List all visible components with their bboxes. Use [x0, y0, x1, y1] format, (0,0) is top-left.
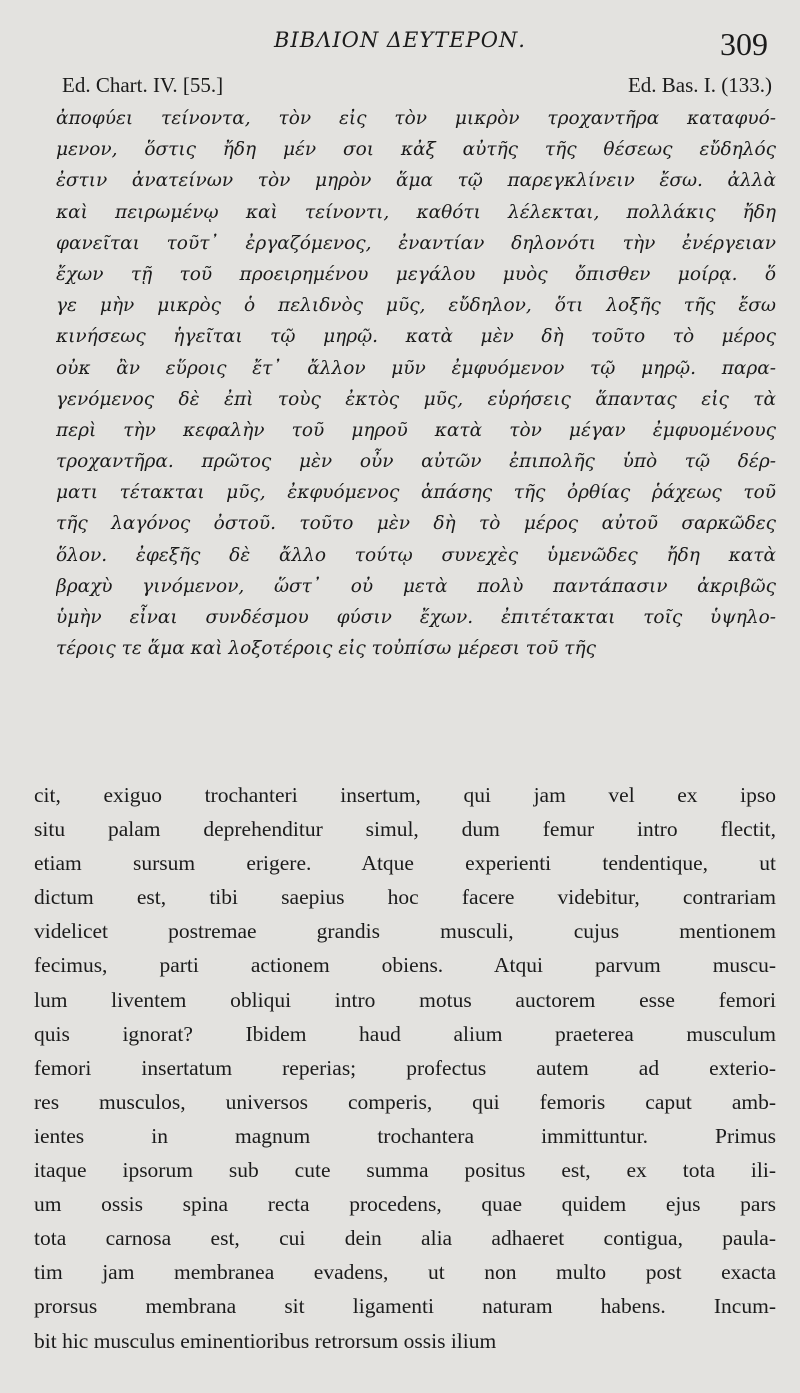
latin-text-line: um ossis spina recta procedens, quae quidem ejus pars — [34, 1192, 776, 1217]
greek-text-line: βραχὺ γινόμενον, ὥστ᾽ οὐ μετὰ πολὺ παντάπασιν ἀκριβῶς — [56, 575, 776, 597]
greek-text-block — [56, 103, 776, 664]
edition-reference-right: Ed. Bas. I. (133.) — [627, 73, 772, 97]
latin-text-line: itaque ipsorum sub cute summa positus est, ex tota ili- — [34, 1158, 776, 1183]
latin-text-line: etiam sursum erigere. Atque experienti tendentique, ut — [34, 851, 776, 876]
latin-text-line: tota carnosa est, cui dein alia adhaeret contigua, paula- — [34, 1226, 776, 1251]
latin-text-line: prorsus membrana sit ligamenti naturam habens. Incum- — [34, 1294, 776, 1319]
running-title: ΒΙΒΛΙΟΝ ΔΕΥΤΕΡΟΝ. — [274, 28, 526, 52]
latin-text-line: femori insertatum reperias; profectus autem ad exterio- — [34, 1055, 776, 1080]
latin-text-line: cit, exiguo trochanteri insertum, qui jam vel ex ipso — [34, 783, 776, 807]
greek-text-line: τροχαντῆρα. πρῶτος μὲν οὖν αὐτῶν ἐπιπολῆς ὑπὸ τῷ δέρ- — [56, 451, 776, 473]
edition-reference-left: Ed. Chart. IV. [55.] — [62, 73, 224, 97]
greek-text-line: ματι τέτακται μῦς, ἐκφυόμενος ἁπάσης τῆς ὀρθίας ῥάχεως τοῦ — [56, 482, 776, 504]
latin-text-line: videlicet postremae grandis musculi, cujus mentionem — [34, 919, 776, 944]
greek-text-line: καὶ πειρωμένῳ καὶ τείνοντι, καθότι λέλεκται, πολλάκις ἤδη — [56, 201, 776, 223]
page-number: 309 — [720, 26, 768, 62]
latin-text-line: situ palam deprehenditur simul, dum femur intro flectit, — [34, 817, 776, 842]
latin-text-block — [34, 778, 776, 1358]
latin-text-line: dictum est, tibi saepius hoc facere videbitur, contrariam — [34, 885, 776, 910]
latin-text-line: lum liventem obliqui intro motus auctorem esse femori — [34, 987, 776, 1012]
latin-text-line: res musculos, universos comperis, qui femoris caput amb- — [34, 1089, 776, 1114]
greek-text-line: ἔχων τῇ τοῦ προειρημένου μεγάλου μυὸς ὄπισθεν μοίρᾳ. ὅ — [56, 263, 776, 285]
greek-text-line: οὐκ ἂν εὕροις ἔτ᾽ ἄλλον μῦν ἐμφυόμενον τῷ μηρῷ. παρα- — [56, 357, 776, 379]
greek-text-line: ὅλον. ἐφεξῆς δὲ ἄλλο τούτῳ συνεχὲς ὑμενῶδες ἤδη κατὰ — [56, 544, 776, 566]
latin-text-line: bit hic musculus eminentioribus retrorsum ossis ilium — [34, 1328, 497, 1353]
greek-text-line: γενόμενος δὲ ἐπὶ τοὺς ἐκτὸς μῦς, εὑρήσεις ἅπαντας εἰς τὰ — [56, 388, 776, 410]
greek-text-line: κινήσεως ἡγεῖται τῷ μηρῷ. κατὰ μὲν δὴ τοῦτο τὸ μέρος — [56, 326, 776, 348]
greek-text-line: μενον, ὅστις ἤδη μέν σοι κἀξ αὐτῆς τῆς θέσεως εὔδηλός — [56, 139, 776, 161]
greek-text-line: περὶ τὴν κεφαλὴν τοῦ μηροῦ κατὰ τὸν μέγαν ἐμφυομένους — [56, 419, 776, 441]
latin-text-line: tim jam membranea evadens, ut non multo post exacta — [34, 1260, 776, 1285]
greek-text-line: ὑμὴν εἶναι συνδέσμου φύσιν ἔχων. ἐπιτέτακται τοῖς ὑψηλο- — [56, 607, 776, 628]
latin-text-line: ientes in magnum trochantera immittuntur. Primus — [34, 1123, 776, 1148]
latin-text-line: quis ignorat? Ibidem haud alium praeterea musculum — [34, 1021, 776, 1046]
latin-text-line: fecimus, parti actionem obiens. Atqui parvum muscu- — [34, 953, 776, 978]
greek-text-line: φανεῖται τοῦτ᾽ ἐργαζόμενος, ἐναντίαν δηλονότι τὴν ἐνέργειαν — [56, 232, 776, 254]
greek-text-line: γε μὴν μικρὸς ὁ πελιδνὸς μῦς, εὔδηλον, ὅτι λοξῆς τῆς ἔσω — [56, 295, 776, 317]
greek-text-line: ἀποφύει τείνοντα, τὸν εἰς τὸν μικρὸν τροχαντῆρα καταφυό- — [56, 108, 776, 129]
greek-text-line: τέροις τε ἅμα καὶ λοξοτέροις εἰς τοὐπίσω μέρεσι τοῦ τῆς — [56, 638, 596, 660]
greek-text-line: ἐστιν ἀνατείνων τὸν μηρὸν ἅμα τῷ παρεγκλίνειν ἔσω. ἀλλὰ — [56, 170, 776, 192]
greek-text-line: τῆς λαγόνος ὀστοῦ. τοῦτο μὲν δὴ τὸ μέρος αὐτοῦ σαρκῶδες — [56, 513, 776, 535]
